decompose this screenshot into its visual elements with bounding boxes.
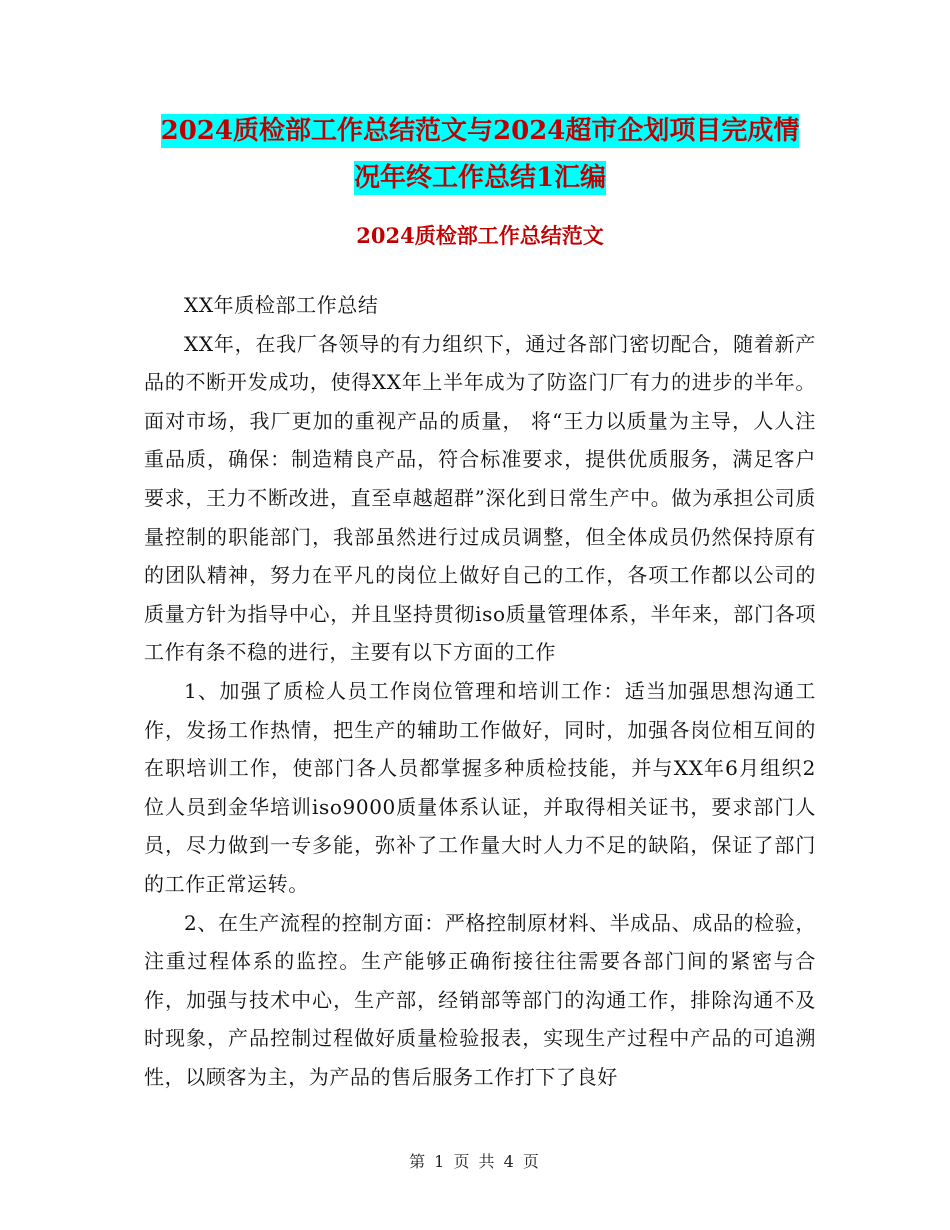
document-title: [140, 108, 820, 202]
page-number-footer: 第 1 页 共 4 页: [409, 1152, 541, 1171]
title-line-1: 2024质检部工作总结范文与2024超市企划项目完成情: [160, 116, 800, 146]
body-text: [144, 286, 816, 1096]
section-title: 2024质检部工作总结范文: [356, 223, 604, 248]
paragraph-intro: XX年，在我厂各领导的有力组织下，通过各部门密切配合，随着新产品的不断开发成功，使得XX年上半年成为了防盗门厂有力的进步的半年。面对市场，我厂更加的重视产品的质量， 将“王力以质量为主导，人人注重品质，确保：制造精良产品，符合标准要求，提供优质服务，满足客户要求，王力不断改进，直至卓越超群”深化到日常生产中。做为承担公司质量控制的职能部门，我部虽然进行过成员调整，但全体成员仍然保持原有的团队精神，努力在平凡的岗位上做好自己的工作，各项工作都以公司的质量方针为指导中心，并且坚持贯彻iso质量管理体系，半年来，部门各项工作有条不稳的进行，主要有以下方面的工作: [144, 331, 816, 665]
title-line-2: 况年终工作总结1汇编: [353, 163, 607, 193]
paragraph-subtitle: XX年质检部工作总结: [184, 293, 379, 317]
paragraph-item-2: 2、在生产流程的控制方面：严格控制原材料、半成品、成品的检验，注重过程体系的监控。生产能够正确衔接往往需要各部门间的紧密与合作，加强与技术中心，生产部，经销部等部门的沟通工作，排除沟通不及时现象，产品控制过程做好质量检验报表，实现生产过程中产品的可追溯性，以顾客为主，为产品的售后服务工作打下了良好: [144, 910, 816, 1089]
paragraph-item-1: 1、加强了质检人员工作岗位管理和培训工作：适当加强思想沟通工作，发扬工作热情，把生产的辅助工作做好，同时，加强各岗位相互间的在职培训工作，使部门各人员都掌握多种质检技能，并与XX年6月组织2位人员到金华培训iso9000质量体系认证，并取得相关证书，要求部门人员，尽力做到一专多能，弥补了工作量大时人力不足的缺陷，保证了部门的工作正常运转。: [144, 678, 816, 896]
